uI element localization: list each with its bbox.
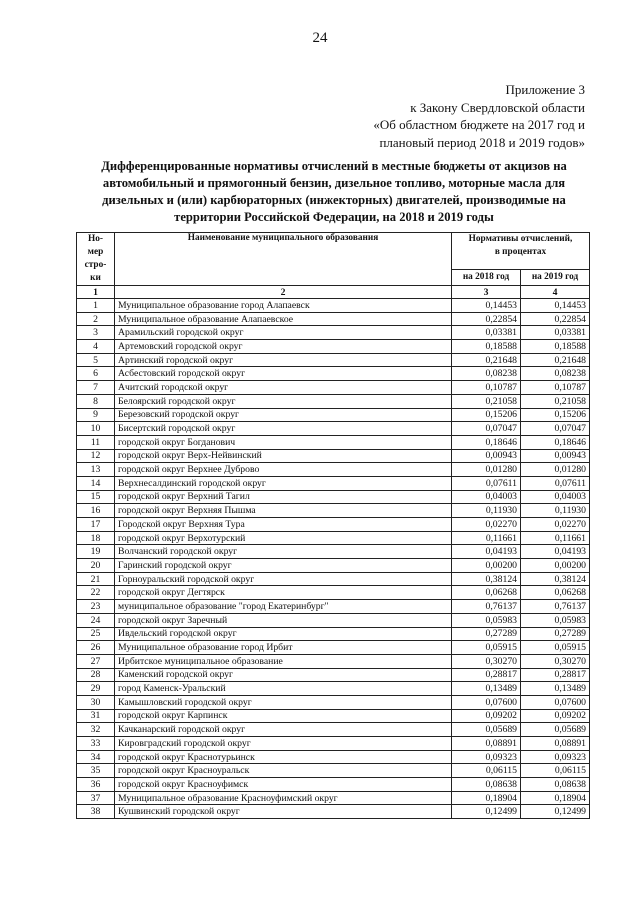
appendix-line: Приложение 3 bbox=[505, 82, 585, 97]
title-line: Дифференцированные нормативы отчислений в местные бюджеты от акцизов на bbox=[101, 159, 567, 173]
column-index: 3 bbox=[452, 286, 521, 299]
norm-2018: 0,07600 bbox=[452, 695, 521, 709]
row-number: 19 bbox=[77, 545, 115, 559]
norm-2018: 0,09202 bbox=[452, 709, 521, 723]
norm-2018: 0,05983 bbox=[452, 613, 521, 627]
page-number: 24 bbox=[312, 30, 328, 46]
norm-2018: 0,11661 bbox=[452, 531, 521, 545]
row-number: 9 bbox=[77, 408, 115, 422]
table-row bbox=[77, 668, 590, 682]
municipality-name: Кировградский городской округ bbox=[115, 737, 452, 751]
municipality-name: Белоярский городской округ bbox=[115, 394, 452, 408]
column-index-row bbox=[77, 286, 590, 299]
header-norms bbox=[452, 233, 590, 270]
table-row bbox=[77, 449, 590, 463]
municipality-name: городской округ Богданович bbox=[115, 435, 452, 449]
norm-2019: 0,38124 bbox=[521, 572, 590, 586]
municipality-name: Горноуральский городской округ bbox=[115, 572, 452, 586]
municipality-name: городской округ Верхнее Дуброво bbox=[115, 463, 452, 477]
municipality-name: Каменский городской округ bbox=[115, 668, 452, 682]
norm-2018: 0,15206 bbox=[452, 408, 521, 422]
row-number: 11 bbox=[77, 435, 115, 449]
norm-2019: 0,08238 bbox=[521, 367, 590, 381]
table-row bbox=[77, 695, 590, 709]
header-norms-line: в процентах bbox=[494, 247, 547, 257]
municipality-name: Муниципальное образование город Алапаевск bbox=[115, 299, 452, 313]
norm-2019: 0,21058 bbox=[521, 394, 590, 408]
table-row bbox=[77, 805, 590, 819]
table-row bbox=[77, 778, 590, 792]
norm-2018: 0,08638 bbox=[452, 778, 521, 792]
table-row bbox=[77, 504, 590, 518]
municipality-name: Артемовский городской округ bbox=[115, 340, 452, 354]
norm-2018: 0,30270 bbox=[452, 654, 521, 668]
table-row bbox=[77, 490, 590, 504]
municipality-name: городской округ Красноуральск bbox=[115, 764, 452, 778]
table-row bbox=[77, 463, 590, 477]
row-number: 7 bbox=[77, 381, 115, 395]
norm-2019: 0,21648 bbox=[521, 353, 590, 367]
municipality-name: Ачитский городской округ bbox=[115, 381, 452, 395]
table-row bbox=[77, 340, 590, 354]
table-row bbox=[77, 518, 590, 532]
norm-2019: 0,00943 bbox=[521, 449, 590, 463]
norm-2019: 0,11661 bbox=[521, 531, 590, 545]
table-row bbox=[77, 750, 590, 764]
norm-2018: 0,08238 bbox=[452, 367, 521, 381]
row-number: 32 bbox=[77, 723, 115, 737]
header-norms-line: Нормативы отчислений, bbox=[468, 234, 573, 244]
norm-2018: 0,18588 bbox=[452, 340, 521, 354]
norm-2018: 0,14453 bbox=[452, 299, 521, 313]
municipality-name: муниципальное образование "город Екатеринбург" bbox=[115, 600, 452, 614]
norm-2018: 0,21648 bbox=[452, 353, 521, 367]
norm-2018: 0,06268 bbox=[452, 586, 521, 600]
norm-2018: 0,05915 bbox=[452, 641, 521, 655]
municipality-name: Кушвинский городской округ bbox=[115, 805, 452, 819]
title-line: территории Российской Федерации, на 2018 и 2019 годы bbox=[174, 210, 494, 224]
table-row bbox=[77, 764, 590, 778]
municipality-name: городской округ Верхотурский bbox=[115, 531, 452, 545]
row-number: 6 bbox=[77, 367, 115, 381]
table-row bbox=[77, 435, 590, 449]
row-number: 29 bbox=[77, 682, 115, 696]
norm-2018: 0,12499 bbox=[452, 805, 521, 819]
row-number: 5 bbox=[77, 353, 115, 367]
norm-2019: 0,12499 bbox=[521, 805, 590, 819]
municipality-name: городской округ Верхний Тагил bbox=[115, 490, 452, 504]
norm-2019: 0,07600 bbox=[521, 695, 590, 709]
norm-2018: 0,18646 bbox=[452, 435, 521, 449]
table-row bbox=[77, 559, 590, 573]
norm-2018: 0,05689 bbox=[452, 723, 521, 737]
norm-2018: 0,27289 bbox=[452, 627, 521, 641]
municipality-name: Березовский городской округ bbox=[115, 408, 452, 422]
norm-2019: 0,05915 bbox=[521, 641, 590, 655]
norm-2018: 0,11930 bbox=[452, 504, 521, 518]
table-row bbox=[77, 641, 590, 655]
row-number: 4 bbox=[77, 340, 115, 354]
norm-2018: 0,18904 bbox=[452, 791, 521, 805]
norm-2019: 0,15206 bbox=[521, 408, 590, 422]
norm-2019: 0,28817 bbox=[521, 668, 590, 682]
table-row bbox=[77, 312, 590, 326]
municipality-name: Ивдельский городской округ bbox=[115, 627, 452, 641]
table-body bbox=[77, 299, 590, 819]
row-number: 13 bbox=[77, 463, 115, 477]
row-number: 33 bbox=[77, 737, 115, 751]
municipality-name: Муниципальное образование город Ирбит bbox=[115, 641, 452, 655]
row-number: 16 bbox=[77, 504, 115, 518]
header-year-2019: на 2019 год bbox=[521, 270, 590, 286]
table-row bbox=[77, 531, 590, 545]
norm-2018: 0,00200 bbox=[452, 559, 521, 573]
row-number: 37 bbox=[77, 791, 115, 805]
appendix-line: к Закону Свердловской области bbox=[410, 99, 585, 115]
table-row bbox=[77, 367, 590, 381]
norm-2019: 0,08638 bbox=[521, 778, 590, 792]
header-year-2018: на 2018 год bbox=[452, 270, 521, 286]
norm-2019: 0,01280 bbox=[521, 463, 590, 477]
norm-2019: 0,10787 bbox=[521, 381, 590, 395]
header-number-part: Но- bbox=[88, 234, 103, 244]
municipality-name: Арамильский городской округ bbox=[115, 326, 452, 340]
row-number: 12 bbox=[77, 449, 115, 463]
table-row bbox=[77, 381, 590, 395]
municipality-name: город Каменск-Уральский bbox=[115, 682, 452, 696]
norm-2018: 0,07611 bbox=[452, 476, 521, 490]
row-number: 38 bbox=[77, 805, 115, 819]
header-municipality: Наименование муниципального образования bbox=[115, 233, 452, 286]
header-number-part: мер bbox=[87, 247, 104, 257]
table-row bbox=[77, 422, 590, 436]
appendix-header bbox=[373, 81, 585, 151]
norm-2019: 0,11930 bbox=[521, 504, 590, 518]
row-number: 35 bbox=[77, 764, 115, 778]
norm-2018: 0,01280 bbox=[452, 463, 521, 477]
norm-2018: 0,28817 bbox=[452, 668, 521, 682]
row-number: 17 bbox=[77, 518, 115, 532]
norm-2019: 0,05983 bbox=[521, 613, 590, 627]
row-number: 18 bbox=[77, 531, 115, 545]
table-row bbox=[77, 682, 590, 696]
norm-2018: 0,08891 bbox=[452, 737, 521, 751]
row-number: 3 bbox=[77, 326, 115, 340]
appendix-line: «Об областном бюджете на 2017 год и bbox=[373, 117, 585, 132]
norm-2019: 0,76137 bbox=[521, 600, 590, 614]
row-number: 10 bbox=[77, 422, 115, 436]
table-row bbox=[77, 299, 590, 313]
table-header bbox=[77, 233, 590, 299]
norm-2019: 0,18904 bbox=[521, 791, 590, 805]
norm-2019: 0,03381 bbox=[521, 326, 590, 340]
table-row bbox=[77, 709, 590, 723]
municipality-name: Муниципальное образование Красноуфимский округ bbox=[115, 791, 452, 805]
title-line: дизельных и (или) карбюраторных (инжекторных) двигателей, производимые на bbox=[102, 193, 566, 207]
municipality-name: Волчанский городской округ bbox=[115, 545, 452, 559]
header-row-number bbox=[77, 233, 115, 286]
norm-2018: 0,09323 bbox=[452, 750, 521, 764]
row-number: 28 bbox=[77, 668, 115, 682]
norm-2019: 0,13489 bbox=[521, 682, 590, 696]
table-row bbox=[77, 586, 590, 600]
table-row bbox=[77, 476, 590, 490]
norm-2019: 0,06115 bbox=[521, 764, 590, 778]
column-index: 2 bbox=[115, 286, 452, 299]
row-number: 30 bbox=[77, 695, 115, 709]
row-number: 15 bbox=[77, 490, 115, 504]
municipality-name: городской округ Краснотурьинск bbox=[115, 750, 452, 764]
norm-2019: 0,18588 bbox=[521, 340, 590, 354]
municipality-name: Камышловский городской округ bbox=[115, 695, 452, 709]
norm-2018: 0,00943 bbox=[452, 449, 521, 463]
norm-2019: 0,08891 bbox=[521, 737, 590, 751]
norm-2018: 0,06115 bbox=[452, 764, 521, 778]
table-row bbox=[77, 791, 590, 805]
row-number: 26 bbox=[77, 641, 115, 655]
row-number: 34 bbox=[77, 750, 115, 764]
row-number: 24 bbox=[77, 613, 115, 627]
municipality-name: городской округ Карпинск bbox=[115, 709, 452, 723]
header-number-part: стро- bbox=[84, 260, 107, 270]
row-number: 22 bbox=[77, 586, 115, 600]
municipality-name: городской округ Верхняя Пышма bbox=[115, 504, 452, 518]
norm-2019: 0,22854 bbox=[521, 312, 590, 326]
norm-2019: 0,18646 bbox=[521, 435, 590, 449]
row-number: 2 bbox=[77, 312, 115, 326]
norm-2018: 0,76137 bbox=[452, 600, 521, 614]
row-number: 27 bbox=[77, 654, 115, 668]
row-number: 31 bbox=[77, 709, 115, 723]
row-number: 8 bbox=[77, 394, 115, 408]
norm-2019: 0,02270 bbox=[521, 518, 590, 532]
municipality-name: городской округ Дегтярск bbox=[115, 586, 452, 600]
column-index: 4 bbox=[521, 286, 590, 299]
norm-2018: 0,10787 bbox=[452, 381, 521, 395]
municipality-name: Городской округ Верхняя Тура bbox=[115, 518, 452, 532]
norm-2019: 0,00200 bbox=[521, 559, 590, 573]
norm-2018: 0,13489 bbox=[452, 682, 521, 696]
table-row bbox=[77, 545, 590, 559]
municipality-name: Ирбитское муниципальное образование bbox=[115, 654, 452, 668]
municipality-name: городской округ Заречный bbox=[115, 613, 452, 627]
municipality-name: Бисертский городской округ bbox=[115, 422, 452, 436]
norm-2019: 0,04193 bbox=[521, 545, 590, 559]
norm-2019: 0,27289 bbox=[521, 627, 590, 641]
title-line: автомобильный и прямогонный бензин, дизельное топливо, моторные масла для bbox=[102, 176, 566, 190]
municipality-name: Верхнесалдинский городской округ bbox=[115, 476, 452, 490]
norm-2019: 0,04003 bbox=[521, 490, 590, 504]
municipality-name: Артинский городской округ bbox=[115, 353, 452, 367]
table-row bbox=[77, 394, 590, 408]
municipality-name: Гаринский городской округ bbox=[115, 559, 452, 573]
row-number: 1 bbox=[77, 299, 115, 313]
table-row bbox=[77, 408, 590, 422]
norm-2018: 0,38124 bbox=[452, 572, 521, 586]
norm-2019: 0,30270 bbox=[521, 654, 590, 668]
norm-2019: 0,06268 bbox=[521, 586, 590, 600]
appendix-line: плановый период 2018 и 2019 годов» bbox=[379, 134, 585, 150]
norm-2018: 0,04193 bbox=[452, 545, 521, 559]
table-row bbox=[77, 600, 590, 614]
norm-2019: 0,05689 bbox=[521, 723, 590, 737]
table-row bbox=[77, 353, 590, 367]
row-number: 25 bbox=[77, 627, 115, 641]
norm-2018: 0,04003 bbox=[452, 490, 521, 504]
column-index: 1 bbox=[77, 286, 115, 299]
table-row bbox=[77, 654, 590, 668]
row-number: 14 bbox=[77, 476, 115, 490]
municipality-name: городской округ Верх-Нейвинский bbox=[115, 449, 452, 463]
table-row bbox=[77, 627, 590, 641]
norms-table bbox=[76, 232, 590, 819]
row-number: 20 bbox=[77, 559, 115, 573]
row-number: 23 bbox=[77, 600, 115, 614]
norm-2019: 0,07047 bbox=[521, 422, 590, 436]
table-row bbox=[77, 723, 590, 737]
municipality-name: Асбестовский городской округ bbox=[115, 367, 452, 381]
norm-2019: 0,07611 bbox=[521, 476, 590, 490]
municipality-name: Качканарский городской округ bbox=[115, 723, 452, 737]
norm-2018: 0,02270 bbox=[452, 518, 521, 532]
table-row bbox=[77, 326, 590, 340]
table-row bbox=[77, 613, 590, 627]
row-number: 21 bbox=[77, 572, 115, 586]
norm-2018: 0,22854 bbox=[452, 312, 521, 326]
header-number-part: ки bbox=[90, 273, 101, 283]
municipality-name: Муниципальное образование Алапаевское bbox=[115, 312, 452, 326]
row-number: 36 bbox=[77, 778, 115, 792]
municipality-name: городской округ Красноуфимск bbox=[115, 778, 452, 792]
norm-2019: 0,09202 bbox=[521, 709, 590, 723]
norm-2018: 0,21058 bbox=[452, 394, 521, 408]
norm-2018: 0,03381 bbox=[452, 326, 521, 340]
norm-2019: 0,14453 bbox=[521, 299, 590, 313]
norm-2019: 0,09323 bbox=[521, 750, 590, 764]
norm-2018: 0,07047 bbox=[452, 422, 521, 436]
table-row bbox=[77, 737, 590, 751]
document-title bbox=[78, 158, 590, 226]
table-row bbox=[77, 572, 590, 586]
